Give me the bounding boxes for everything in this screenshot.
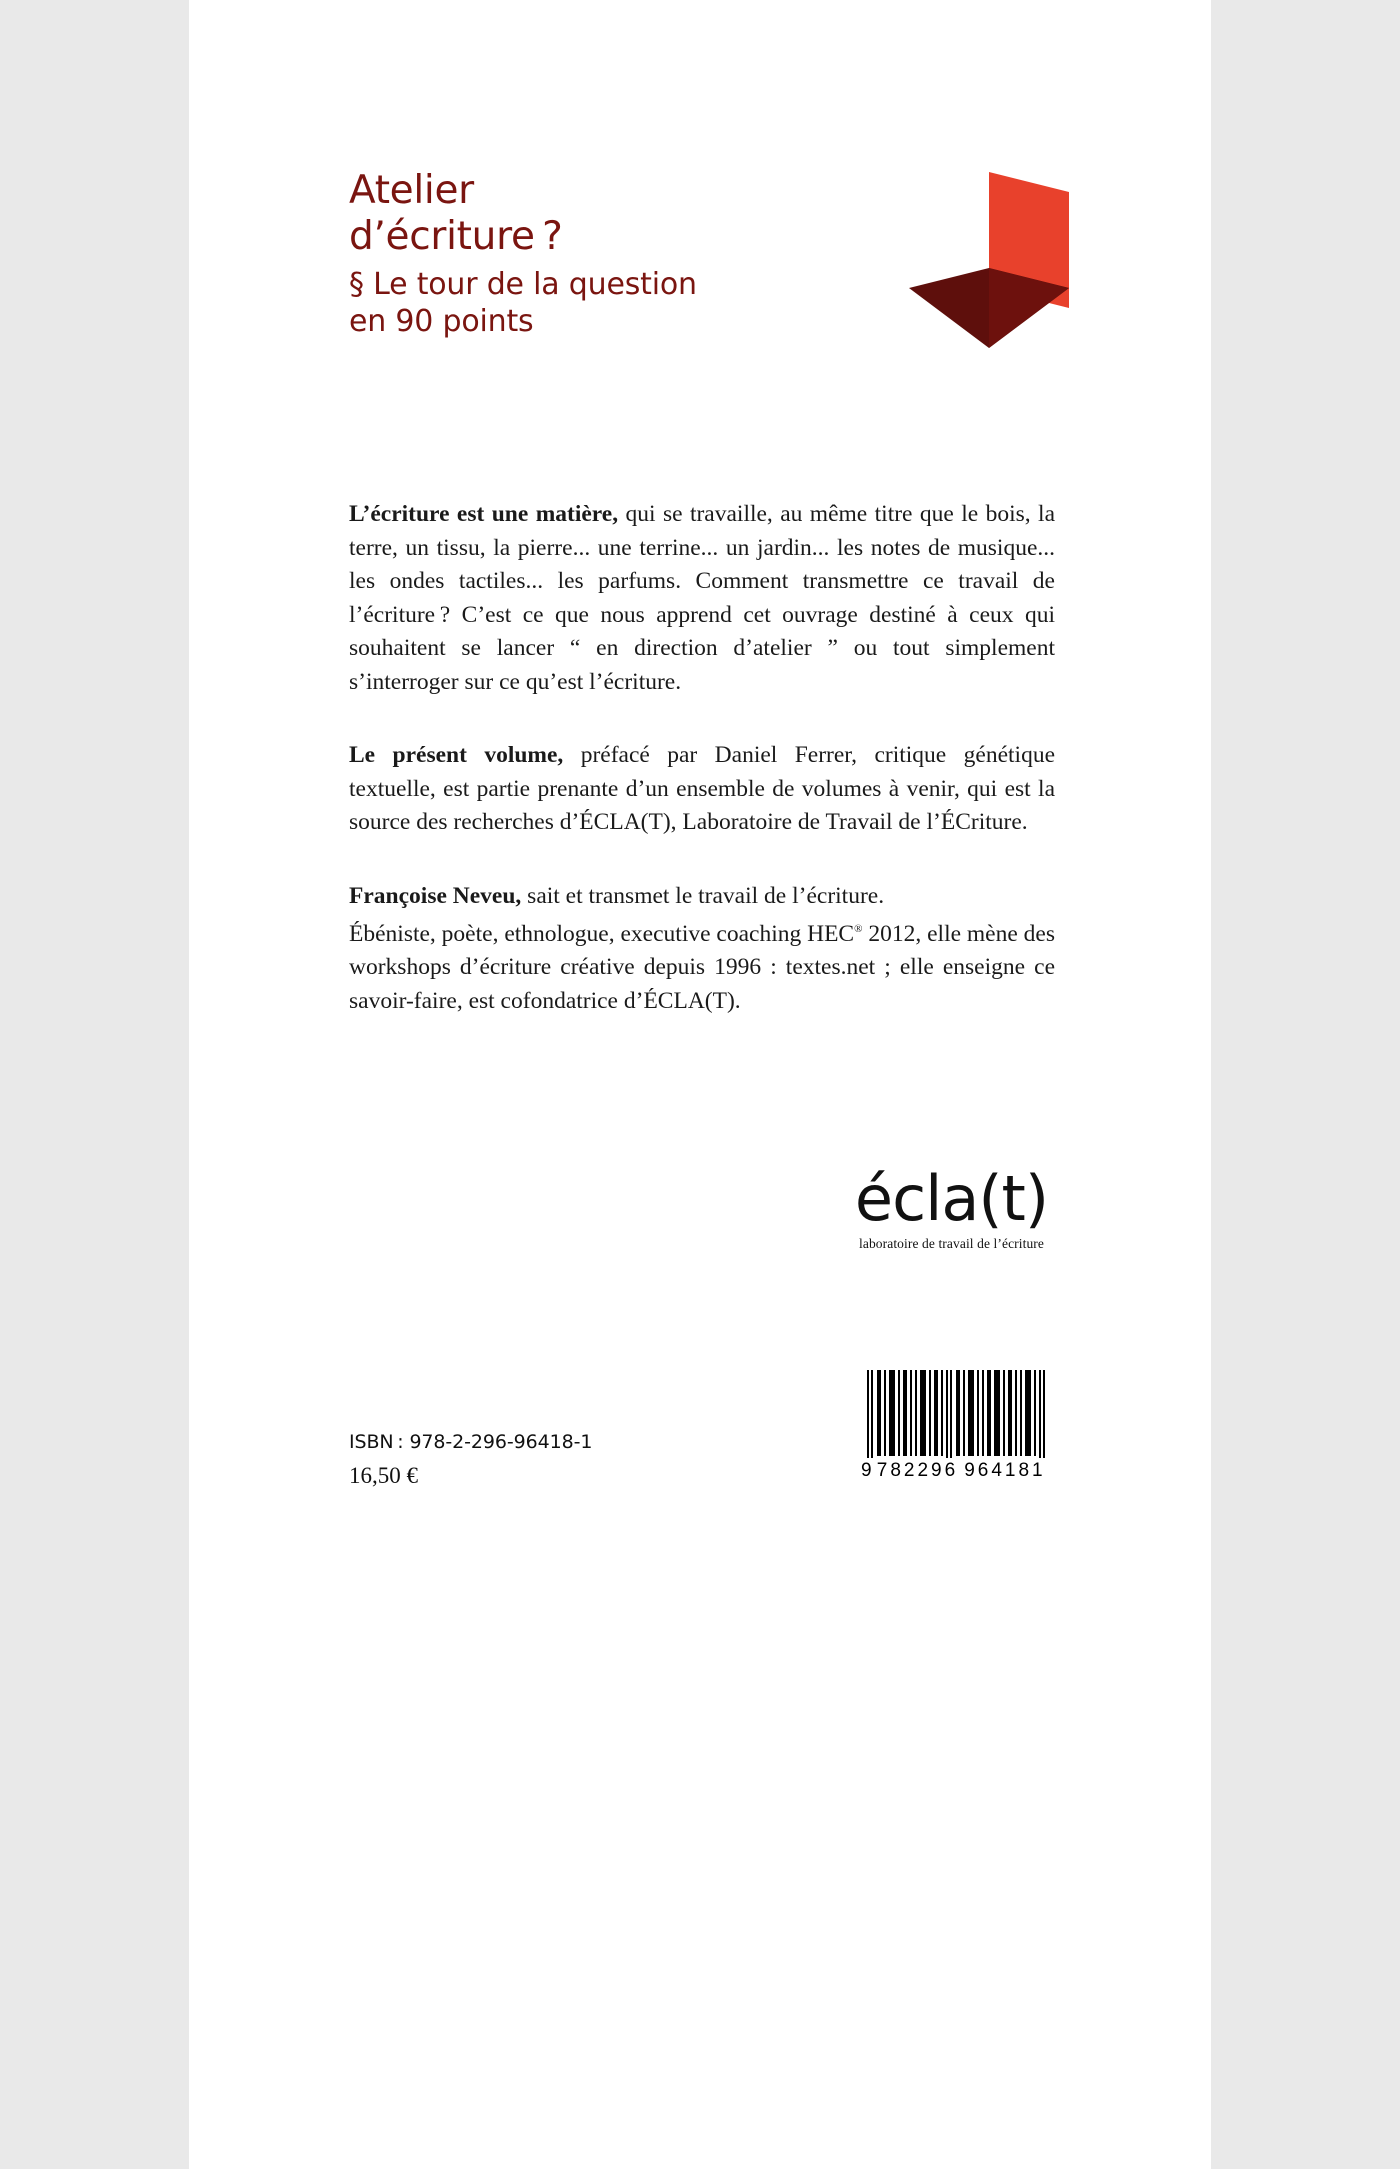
barcode-digits [861, 1458, 1051, 1482]
barcode [861, 1370, 1051, 1492]
subtitle-line-2: en 90 points [349, 304, 534, 339]
page-title [349, 168, 869, 260]
paragraph-3-body: sait et transmet le travail de l’écriture. [521, 882, 885, 909]
barcode-group-left: 782296 [876, 1460, 959, 1481]
page-subtitle [349, 266, 869, 340]
paragraph-3 [349, 880, 1055, 1019]
barcode-group-right: 964181 [964, 1460, 1046, 1481]
publisher-tagline: laboratoire de travail de l’écriture [859, 1236, 1044, 1251]
title-block [349, 168, 869, 340]
barcode-svg [861, 1370, 1051, 1466]
barcode-digit-first: 9 [861, 1460, 873, 1481]
paragraph-1-lead: L’écriture est une matière, [349, 501, 619, 527]
footer [349, 1425, 592, 1493]
paragraph-2 [349, 739, 1055, 840]
publisher-name: écla(t) [854, 1162, 1049, 1235]
paragraph-3-line2a: Ébéniste, poète, ethnologue, executive coaching HEC [349, 920, 855, 947]
title-line-1: Atelier [349, 168, 474, 213]
book-back-cover [189, 0, 1211, 2169]
title-line-2: d’écriture ? [349, 214, 563, 259]
subtitle-line-1: § Le tour de la question [349, 267, 697, 302]
paragraph-1-body: qui se travaille, au même titre que le bois, la terre, un tissu, la pierre... une terrine... un jardin... les notes de musique... les ondes tactiles... les parfums. Comment transmettre ce travail de l’écriture ? C’est ce que nous apprend cet ouvrage destiné à ceux qui souhaitent se lancer “ en direction d’atelier ” ou tout simplement s’interroger sur ce qu’est l’écriture. [349, 501, 1056, 695]
price-text: 16,50 € [349, 1463, 418, 1488]
isbn-text: ISBN : 978-2-296-96418-1 [349, 1431, 593, 1453]
publisher-logo [844, 1162, 1059, 1252]
barcode-bars [861, 1370, 1051, 1481]
paragraph-3-line2b: 2012, elle mène des workshops d’écriture créative depuis 1996 : textes.net ; elle enseigne ce savoir-faire, est cofondatrice d’ÉCLA(T). [349, 920, 1055, 1014]
blurb [349, 498, 1055, 1018]
paragraph-2-body: préfacé par Daniel Ferrer, critique génétique textuelle, est partie prenante d’un ensemble de volumes à venir, qui est la source des recherches d’ÉCLA(T), Laboratoire de Travail de l’ÉCriture. [349, 742, 1055, 835]
cube-logo-icon [889, 170, 1069, 350]
paragraph-1 [349, 498, 1055, 699]
registered-mark: ® [854, 923, 863, 935]
paragraph-3-lead: Françoise Neveu, [349, 882, 522, 909]
paragraph-2-lead: Le présent volume, [349, 742, 564, 768]
